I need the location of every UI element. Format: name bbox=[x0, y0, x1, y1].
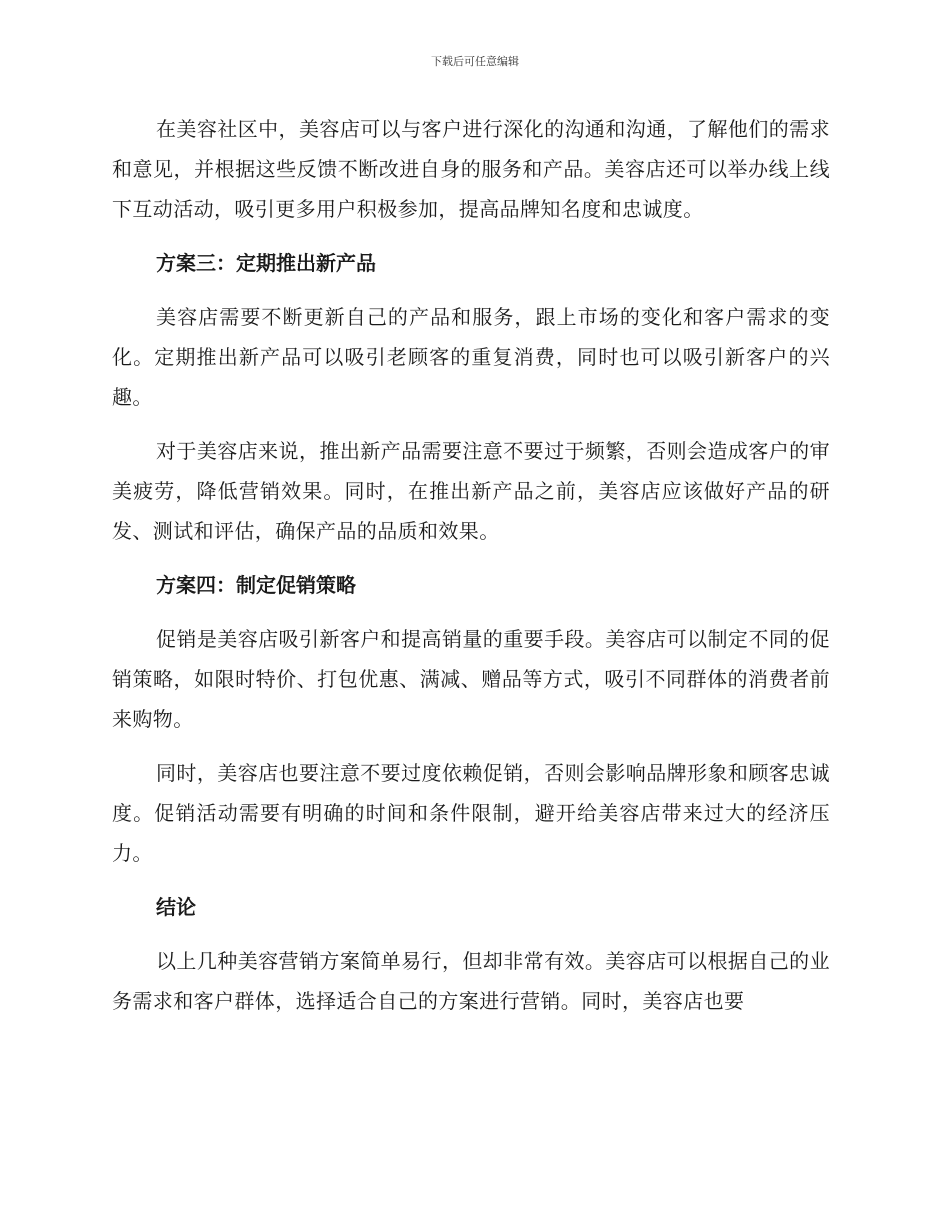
header-note: 下载后可任意编辑 bbox=[431, 55, 519, 68]
paragraph-product-frequency: 对于美容店来说，推出新产品需要注意不要过于频繁，否则会造成客户的审美疲劳，降低营销效果。同时，在推出新产品之前，美容店应该做好产品的研发、测试和评估，确保产品的品质和效果。 bbox=[112, 439, 830, 543]
document-body bbox=[112, 109, 830, 1035]
paragraph-community: 在美容社区中，美容店可以与客户进行深化的沟通和沟通，了解他们的需求和意见，并根据这些反馈不断改进自身的服务和产品。美容店还可以举办线上线下互动活动，吸引更多用户积极参加，提高品牌知名度和忠诚度。 bbox=[112, 117, 830, 221]
heading-plan-four: 方案四：制定促销策略 bbox=[156, 573, 356, 597]
heading-conclusion: 结论 bbox=[156, 895, 196, 919]
paragraph-promotion-caution: 同时，美容店也要注意不要过度依赖促销，否则会影响品牌形象和顾客忠诚度。促销活动需要有明确的时间和条件限制，避开给美容店带来过大的经济压力。 bbox=[112, 761, 830, 865]
paragraph-promotion: 促销是美容店吸引新客户和提高销量的重要手段。美容店可以制定不同的促销策略，如限时特价、打包优惠、满减、赠品等方式，吸引不同群体的消费者前来购物。 bbox=[112, 627, 830, 731]
paragraph-conclusion: 以上几种美容营销方案简单易行，但却非常有效。美容店可以根据自己的业务需求和客户群体，选择适合自己的方案进行营销。同时，美容店也要 bbox=[112, 949, 830, 1013]
paragraph-new-products: 美容店需要不断更新自己的产品和服务，跟上市场的变化和客户需求的变化。定期推出新产品可以吸引老顾客的重复消费，同时也可以吸引新客户的兴趣。 bbox=[112, 305, 830, 409]
heading-plan-three: 方案三：定期推出新产品 bbox=[156, 251, 376, 275]
